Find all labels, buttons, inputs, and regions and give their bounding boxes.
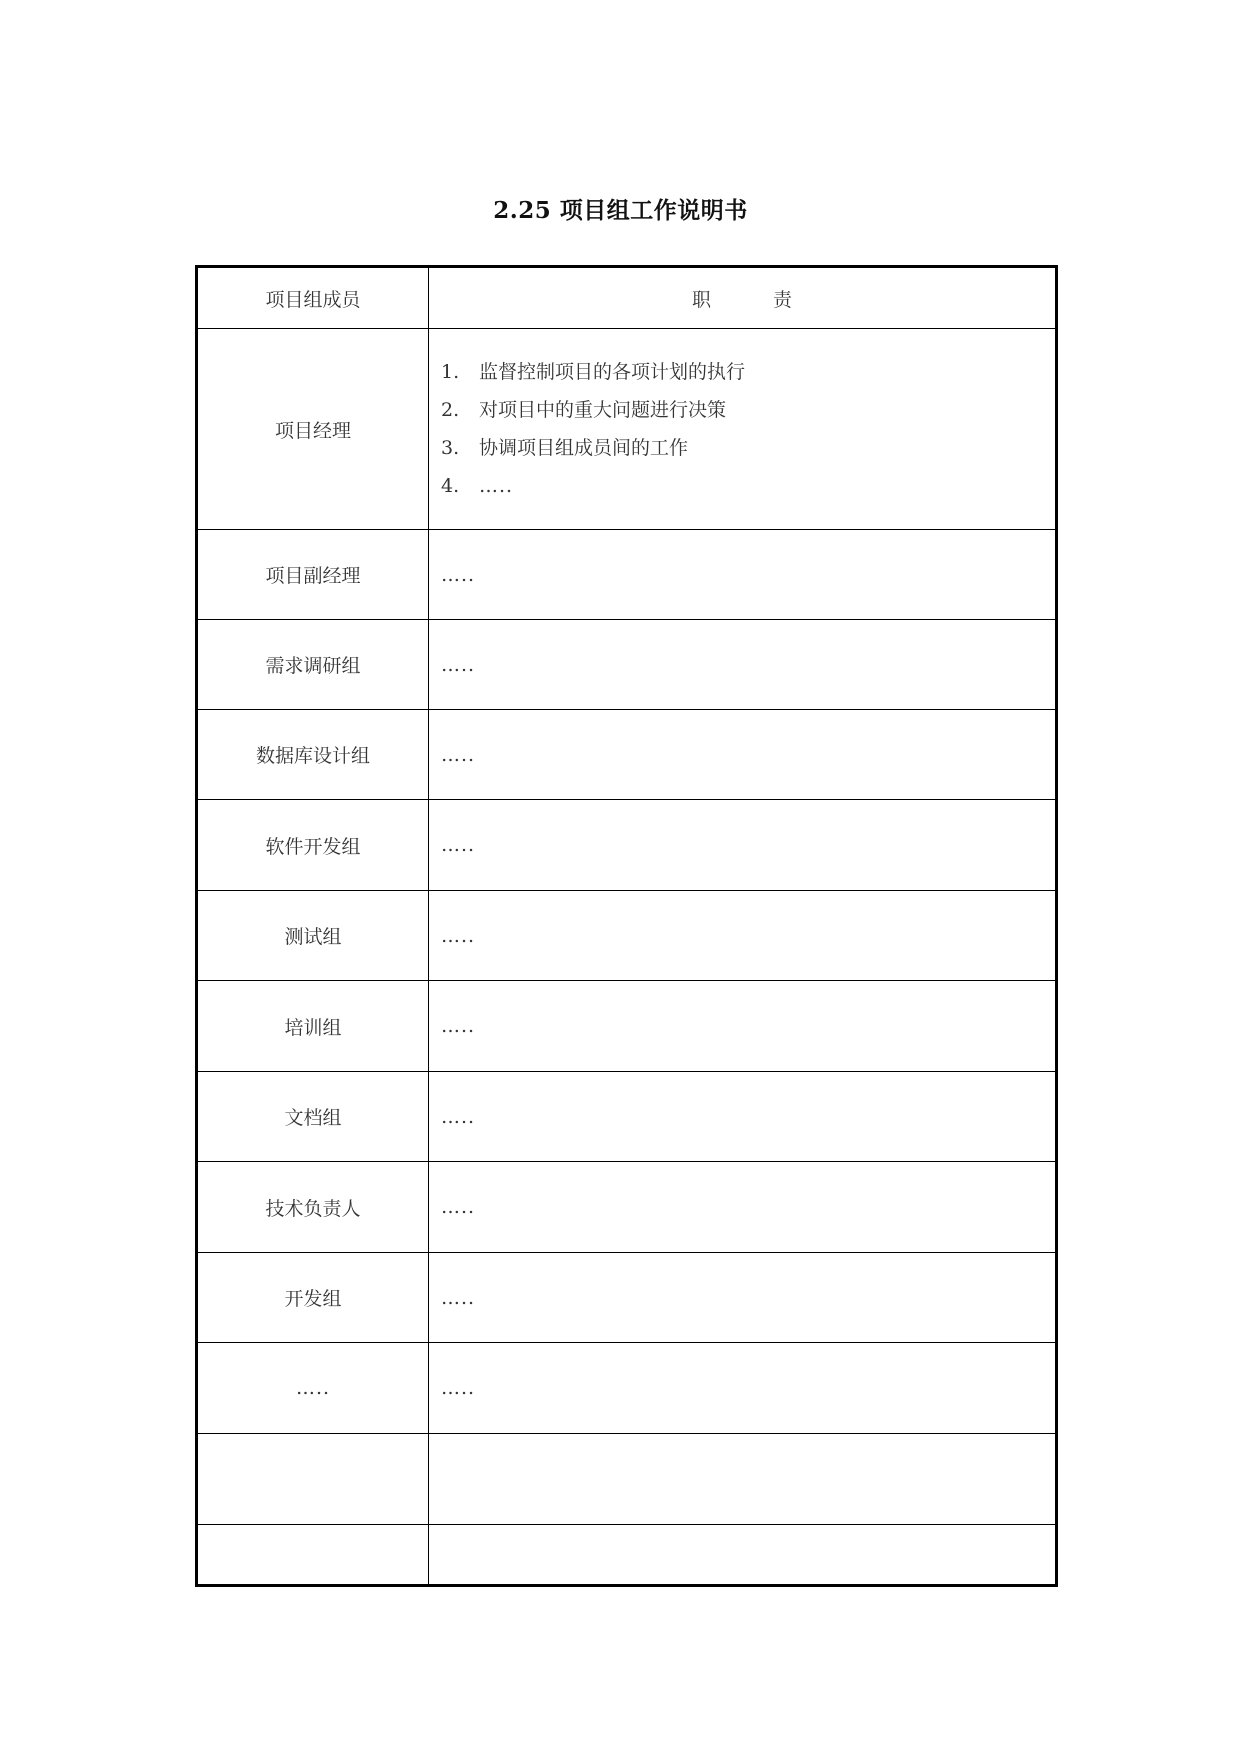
duty-list-item: [441, 467, 1055, 505]
header-duty: 职 责: [429, 267, 1057, 329]
duty-cell: …..: [429, 1072, 1057, 1162]
table-row: [197, 1072, 1057, 1162]
duty-number: 3.: [441, 437, 460, 459]
table-header-row: [197, 267, 1057, 329]
duty-list-item: [441, 353, 1055, 391]
duty-cell: …..: [429, 1343, 1057, 1434]
member-cell: 软件开发组: [197, 800, 429, 891]
duty-list-item: [441, 429, 1055, 467]
duty-text: 监督控制项目的各项计划的执行: [479, 361, 746, 383]
document-title: 2.25 项目组工作说明书: [493, 197, 748, 224]
member-cell: [197, 1525, 429, 1586]
duty-cell: …..: [429, 981, 1057, 1072]
table-row: [197, 1525, 1057, 1586]
duty-cell: [429, 1525, 1057, 1586]
duty-text: 协调项目组成员间的工作: [479, 437, 689, 459]
duty-cell: [429, 1434, 1057, 1525]
table-row: [197, 1434, 1057, 1525]
duty-cell: …..: [429, 620, 1057, 710]
member-cell: 开发组: [197, 1253, 429, 1343]
member-cell: 数据库设计组: [197, 710, 429, 800]
duty-cell: …..: [429, 1162, 1057, 1253]
duty-cell: …..: [429, 530, 1057, 620]
member-cell: 需求调研组: [197, 620, 429, 710]
duty-cell: [429, 329, 1057, 530]
table-row: [197, 530, 1057, 620]
member-cell: 测试组: [197, 891, 429, 981]
duty-cell: …..: [429, 710, 1057, 800]
responsibility-table: [195, 265, 1058, 1587]
duty-cell: …..: [429, 891, 1057, 981]
duty-cell: …..: [429, 1253, 1057, 1343]
duty-number: 4.: [441, 475, 460, 497]
member-cell: 文档组: [197, 1072, 429, 1162]
header-member: 项目组成员: [197, 267, 429, 329]
table-row: [197, 1162, 1057, 1253]
table-row: [197, 1253, 1057, 1343]
table-row: [197, 981, 1057, 1072]
duty-text: …..: [479, 475, 514, 497]
table-row: [197, 710, 1057, 800]
duty-cell: …..: [429, 800, 1057, 891]
member-cell: 培训组: [197, 981, 429, 1072]
table-row: [197, 891, 1057, 981]
member-cell: 项目经理: [197, 329, 429, 530]
duty-list-item: [441, 391, 1055, 429]
duty-number: 1.: [441, 361, 460, 383]
table-row: [197, 800, 1057, 891]
member-cell: …..: [197, 1343, 429, 1434]
table-row: [197, 620, 1057, 710]
duty-number: 2.: [441, 399, 460, 421]
duty-list: [429, 353, 1055, 505]
duty-text: 对项目中的重大问题进行决策: [479, 399, 727, 421]
member-cell: 技术负责人: [197, 1162, 429, 1253]
table-row: [197, 1343, 1057, 1434]
member-cell: [197, 1434, 429, 1525]
member-cell: 项目副经理: [197, 530, 429, 620]
table-row-manager: [197, 329, 1057, 530]
